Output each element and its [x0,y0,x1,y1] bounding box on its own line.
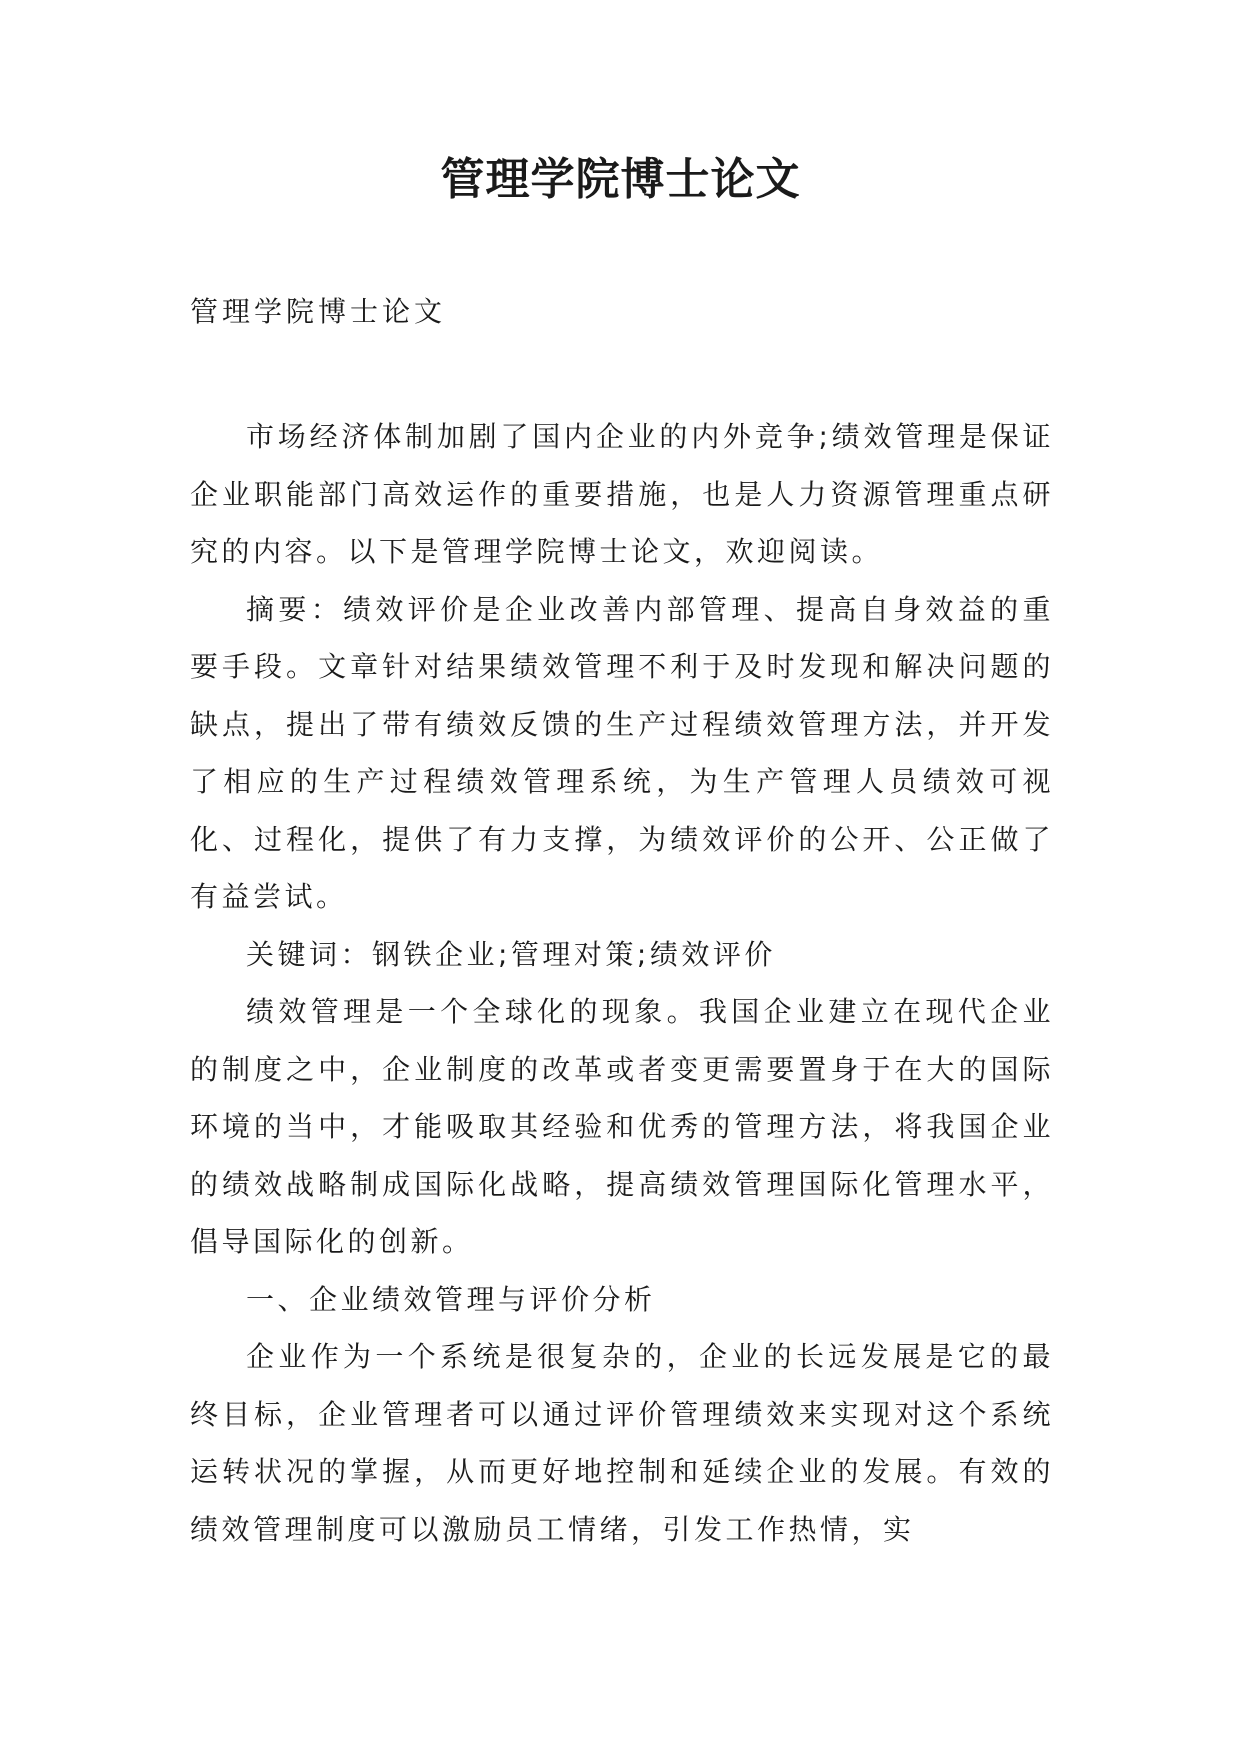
paragraph-keywords: 关键词：钢铁企业;管理对策;绩效评价 [246,937,776,971]
section-heading: 一、企业绩效管理与评价分析 [246,1282,656,1316]
document-title: 管理学院博士论文 [440,154,801,205]
paragraph-body: 企业作为一个系统是很复杂的，企业的长远发展是它的最终目标，企业管理者可以通过评价管理绩效来实现对这个系统运转状况的掌握，从而更好地控制和延续企业的发展。有效的绩效管理制度可以激励员工情绪，引发工作热情，实 [190,1340,1054,1546]
document-body [190,408,1054,1558]
paragraph-body: 绩效管理是一个全球化的现象。我国企业建立在现代企业的制度之中，企业制度的改革或者变更需要置身于在大的国际环境的当中，才能吸取其经验和优秀的管理方法，将我国企业的绩效战略制成国际化战略，提高绩效管理国际化管理水平，倡导国际化的创新。 [190,995,1054,1258]
document-subtitle: 管理学院博士论文 [190,295,447,328]
paragraph-intro: 市场经济体制加剧了国内企业的内外竞争;绩效管理是保证企业职能部门高效运作的重要措施，也是人力资源管理重点研究的内容。以下是管理学院博士论文，欢迎阅读。 [190,420,1054,568]
paragraph-abstract: 摘要：绩效评价是企业改善内部管理、提高自身效益的重要手段。文章针对结果绩效管理不利于及时发现和解决问题的缺点，提出了带有绩效反馈的生产过程绩效管理方法，并开发了相应的生产过程绩效管理系统，为生产管理人员绩效可视化、过程化，提供了有力支撑，为绩效评价的公开、公正做了有益尝试。 [190,592,1054,913]
